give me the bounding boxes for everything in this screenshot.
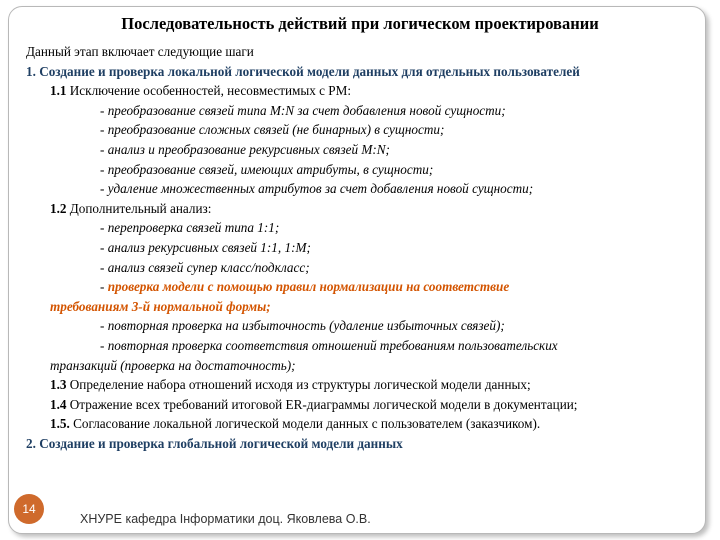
page-number-badge: 14 — [14, 494, 44, 524]
list-item: - перепроверка связей типа 1:1; — [100, 220, 280, 236]
slide-title: Последовательность действий при логическом проектировании — [121, 14, 599, 33]
list-item: - анализ связей супер класс/подкласс; — [100, 259, 310, 275]
substep-text: Дополнительный анализ: — [66, 200, 212, 216]
list-item: - анализ и преобразование рекурсивных связей M:N; — [100, 141, 390, 157]
substep-text: Отражение всех требований итоговой ER-диаграммы логической модели в документации; — [66, 396, 578, 412]
highlight-item — [26, 277, 706, 297]
substep-text: Исключение особенностей, несовместимых с РМ: — [66, 83, 352, 99]
highlight-dash: - — [100, 279, 108, 295]
list-item: - удаление множественных атрибутов за счет добавления новой сущности; — [100, 181, 534, 197]
slide-content — [26, 42, 706, 453]
list-item: - повторная проверка соответствия отношений требованиям пользовательских — [100, 337, 558, 353]
footer-caption: ХНУРЕ кафедра Інформатики доц. Яковлева О.В. — [80, 512, 371, 526]
list-item-continued: транзакций (проверка на достаточность); — [50, 357, 296, 373]
highlight-text-continued: требованиям 3-й нормальной формы; — [50, 298, 271, 314]
substep-number: 1.3 — [50, 377, 67, 393]
intro-text: Данный этап включает следующие шаги — [26, 44, 254, 59]
substep-text: Согласование локальной логической модели данных с пользователем (заказчиком). — [69, 416, 541, 432]
substep-number: 1.1 — [50, 83, 67, 99]
step-2-heading: 2. Создание и проверка глобальной логической модели данных — [26, 435, 403, 451]
substep-1-1 — [26, 81, 706, 101]
list-item: - анализ рекурсивных связей 1:1, 1:M; — [100, 239, 311, 255]
highlight-text: проверка модели с помощью правил нормализации на соответствие — [107, 279, 510, 295]
substep-1-4 — [26, 395, 706, 415]
substep-number: 1.2 — [50, 200, 67, 216]
substep-1-3 — [26, 375, 706, 395]
substep-text: Определение набора отношений исходя из структуры логической модели данных; — [66, 377, 531, 393]
step-1-heading: 1. Создание и проверка локальной логической модели данных для отдельных пользователей — [26, 63, 580, 79]
list-item: - повторная проверка на избыточность (удаление избыточных связей); — [100, 318, 505, 334]
list-item: - преобразование связей типа M:N за счет добавления новой сущности; — [100, 102, 506, 118]
substep-number: 1.5. — [50, 416, 70, 432]
substep-1-2 — [26, 199, 706, 219]
substep-number: 1.4 — [50, 396, 67, 412]
substep-1-5 — [26, 414, 706, 434]
list-item: - преобразование сложных связей (не бинарных) в сущности; — [100, 122, 445, 138]
list-item: - преобразование связей, имеющих атрибуты, в сущности; — [100, 161, 434, 177]
